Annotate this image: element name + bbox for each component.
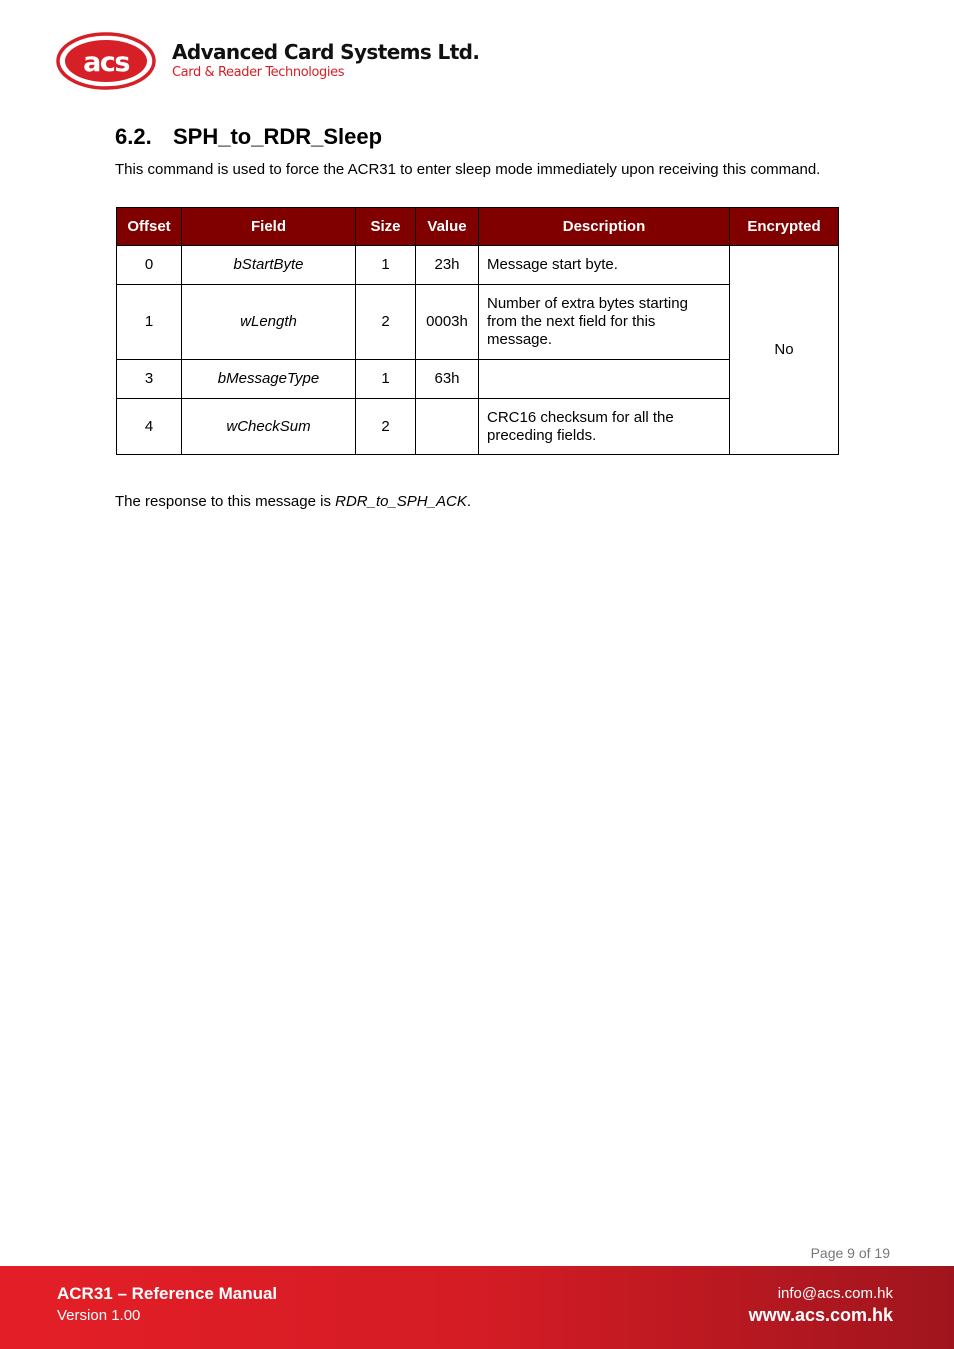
column-header-description: Description — [479, 208, 730, 246]
size-cell: 2 — [356, 285, 416, 360]
section-heading — [115, 124, 382, 150]
company-logo — [55, 30, 480, 94]
description-cell: CRC16 checksum for all the preceding fields. — [479, 399, 730, 455]
size-cell: 1 — [356, 246, 416, 285]
company-tagline: Card & Reader Technologies — [172, 65, 345, 80]
field-cell: wCheckSum — [182, 399, 356, 455]
field-cell: bStartByte — [182, 246, 356, 285]
offset-cell: 0 — [117, 246, 182, 285]
company-name: Advanced Card Systems Ltd. — [172, 40, 480, 64]
column-header-value: Value — [416, 208, 479, 246]
intro-paragraph: This command is used to force the ACR31 to enter sleep mode immediately upon receiving this command. — [115, 161, 821, 178]
table-header-row — [117, 208, 839, 246]
offset-cell: 4 — [117, 399, 182, 455]
document-title: ACR31 – Reference Manual — [57, 1284, 278, 1303]
field-cell: wLength — [182, 285, 356, 360]
acs-logo-icon — [55, 30, 159, 94]
contact-email: info@acs.com.hk — [777, 1285, 893, 1302]
offset-cell: 1 — [117, 285, 182, 360]
response-prefix: The response to this message is — [115, 493, 336, 510]
section-number: 6.2. — [115, 124, 152, 149]
command-table — [116, 207, 839, 455]
footer-bar — [0, 1266, 954, 1349]
description-cell: Message start byte. — [479, 246, 730, 285]
column-header-field: Field — [182, 208, 356, 246]
description-cell: Number of extra bytes starting from the next field for this message. — [479, 285, 730, 360]
column-header-offset: Offset — [117, 208, 182, 246]
size-cell: 2 — [356, 399, 416, 455]
page-number: Page 9 of 19 — [810, 1245, 890, 1261]
value-cell: 23h — [416, 246, 479, 285]
website-url: www.acs.com.hk — [748, 1305, 893, 1325]
value-cell: 0003h — [416, 285, 479, 360]
section-title: SPH_to_RDR_Sleep — [173, 124, 383, 149]
encrypted-cell: No — [730, 246, 839, 455]
table-row — [117, 246, 839, 285]
response-command: RDR_to_SPH_ACK — [335, 493, 467, 510]
column-header-size: Size — [356, 208, 416, 246]
response-paragraph — [115, 493, 471, 510]
logo-text: acs — [83, 47, 129, 78]
document-version: Version 1.00 — [57, 1307, 141, 1324]
offset-cell: 3 — [117, 360, 182, 399]
column-header-encrypted: Encrypted — [730, 208, 839, 246]
description-cell — [479, 360, 730, 399]
value-cell — [416, 399, 479, 455]
size-cell: 1 — [356, 360, 416, 399]
field-cell: bMessageType — [182, 360, 356, 399]
value-cell: 63h — [416, 360, 479, 399]
response-suffix: . — [466, 493, 471, 510]
